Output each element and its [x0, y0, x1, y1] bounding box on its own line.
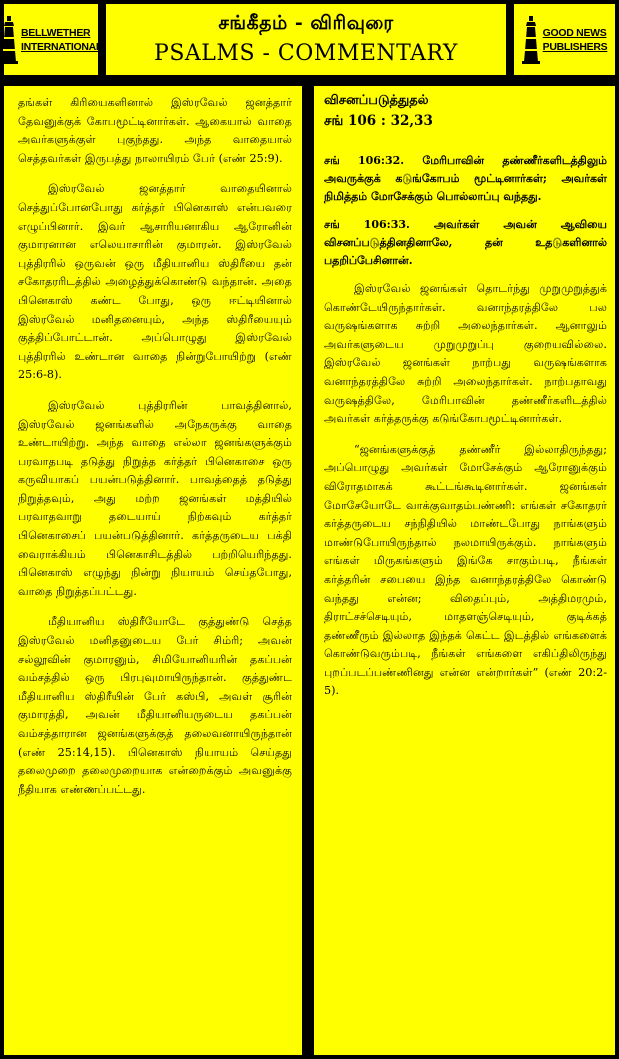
bellwether-logo [2, 2, 103, 77]
verse-text-1: சங் 106:32. மேரிபாவின் தண்ணீர்களிடத்திலும் அவருக்குக் கடுங்கோபம் மூட்டினார்கள்; அவர்கள் நிமித்தம் மோசேக்கும் பொல்லாப்பு வந்தது. [324, 154, 607, 203]
page-header [104, 2, 508, 77]
logo-left-line2: INTERNATIONAL [20, 40, 103, 53]
left-paragraph-3: இஸ்ரவேல் புத்திரரின் பாவத்தினால், இஸ்ரவேல் ஜனங்களில் அநேகருக்கு வாதை உண்டாயிற்று. அந்த வாதை எல்லா ஜனங்களுக்கும் பரவாதபடி தடுத்து நிறுத்த கர்த்தர் பினெகாசை ஒரு கருவியாகப் பயன்படுத்தினார். பாவத்தைத் தடுத்து நிறுத்தவும், அது மற்ற ஜனங்கள் மத்தியில் பரவாதவாறு தடையாய் நிற்கவும் கர்த்தர் பினெகாசைப் பயன்படுத்தினார். கர்த்தருடைய பக்தி வைராக்கியம் பினெகாசிடத்தில் பற்றியெரிந்தது. பினெகாஸ் எழுந்து நின்று நியாயம் செய்தபோது, வாதை நிறுத்தப்பட்டது. [18, 398, 292, 598]
lighthouse-icon [522, 16, 540, 64]
logo-left-line1: BELLWETHER [20, 26, 91, 39]
left-paragraph-2: இஸ்ரவேல் ஜனத்தார் வாதையினால் செத்துப்போனபோது கர்த்தர் பினெகாஸ் என்பவரை எழுப்பினார். இவர் ஆசாரியனாகிய ஆரோனின் குமாரனான எலெயாசாரின் குமாரன். இஸ்ரவேல் புத்திரரில் ஒருவன் ஒரு மீதியானிய ஸ்திரீயை தன் சகோதரரிடத்தில் அழைத்துக்கொண்டு வந்தான். அதை பினெகாஸ் கண்ட போது, ஒரு ஈட்டியினால் இஸ்ரவேல் மனிதனையும், அந்த ஸ்திரீயையும் குத்திப்போட்டான். அப்பொழுது இஸ்ரவேல் புத்திரரில் உண்டான வாதை நின்றுபோயிற்று (எண் 25:6-8). [18, 182, 292, 382]
right-paragraph-1: இஸ்ரவேல் ஜனங்கள் தொடர்ந்து முறுமுறுத்துக் கொண்டேயிருந்தார்கள். வனாந்தரத்திலே பல வருஷங்களாக சுற்றி அலைந்தார்கள். ஆனாலும் அவர்களுடைய முறுமுறுப்பு குறையவில்லை. இஸ்ரவேல் ஜனங்கள் நாற்பது வருஷங்களாக வனாந்தரத்திலே சுற்றி அலைந்தார்கள். நாற்பதாவது வருஷத்திலே, மேரிபாவின் தண்ணீர்களிடத்தில் அவர்கள் கர்த்தருக்கு கடுங்கோபமூட்டினார்கள். [324, 282, 607, 426]
left-paragraph-1: தங்கள் கிரியைகளினால் இஸ்ரவேல் ஜனத்தார் தேவனுக்குக் கோபமூட்டினார்கள். ஆகையால் வாதை அவர்களுக்குள் புகுந்தது. அந்த வாதையால் செத்தவர்கள் இருபத்து நாலாயிரம் பேர் (எண் 25:9). [18, 96, 292, 165]
right-paragraph-2: “ஜனங்களுக்குத் தண்ணீர் இல்லாதிருந்தது; அப்பொழுது அவர்கள் மோசேக்கும் ஆரோனுக்கும் விரோதமாகக் கூட்டங்கூடினார்கள். ஜனங்கள் மோசேயோடே வாக்குவாதம்பண்ணி: எங்கள் சகோதரர் கர்த்தருடைய சந்நிதியில் மாண்டபோது நாங்களும் மாண்டுபோயிருந்தால் நலமாயிருக்கும். நாங்களும் எங்கள் மிருகங்களும் இங்கே சாகும்படி, நீங்கள் கர்த்தரின் சபையை இந்த வனாந்தரத்திலே கொண்டு வந்தது என்ன; விதைப்பும், அத்திமரமும், திராட்சச்செடியும், மாதளஞ்செடியும், குடிக்கத் தண்ணீரும் இல்லாத இந்தக் கெட்ட இடத்தில் எங்களைக் கொண்டுவரும்படி, நீங்கள் எங்களை எகிப்திலிருந்து புறப்படப்பண்ணினது என்ன என்றார்கள்” (எண் 20:2-5). [324, 442, 607, 698]
header-title-tamil: சங்கீதம் - விரிவுரை [218, 12, 394, 34]
good-news-logo [512, 2, 617, 77]
left-column [2, 84, 304, 1057]
left-paragraph-4: மீதியானிய ஸ்திரீயோடே குத்துண்டு செத்த இஸ்ரவேல் மனிதனுடைய பேர் சிம்ரி; அவன் சல்லூவின் குமாரனும், சிமியோனியரின் தகப்பன் வம்சத்தில் ஒரு பிரபுவுமாயிருந்தான். குத்துண்ட மீதியானிய ஸ்திரீயின் பேர் கஸ்பி, அவள் சூரின் குமாரத்தி, அவன் மீதியானியருடைய தகப்பன் வம்சத்தாரான ஜனங்களுக்குத் தலைவனாயிருந்தான் (எண் 25:14,15). பினெகாஸ் நியாயம் செய்தது தலைமுறை தலைமுறையாக என்றைக்கும் அவனுக்கு நீதியாக எண்ணப்பட்டது. [18, 615, 292, 796]
right-column [312, 84, 617, 1057]
scripture-reference: சங் 106 : 32,33 [324, 113, 433, 129]
section-title: விசனப்படுத்துதல் [324, 93, 429, 108]
logo-right-line2: PUBLISHERS [542, 40, 608, 53]
header-title-english: PSALMS - COMMENTARY [154, 41, 458, 66]
logo-right-line1: GOOD NEWS [542, 26, 607, 39]
verse-text-2: சங் 106:33. அவர்கள் அவன் ஆவியை விசனப்படுத்தினதினாலே, தன் உதடுகளினால் பதறிப்பேசினான். [324, 218, 607, 267]
lighthouse-icon [0, 16, 18, 64]
